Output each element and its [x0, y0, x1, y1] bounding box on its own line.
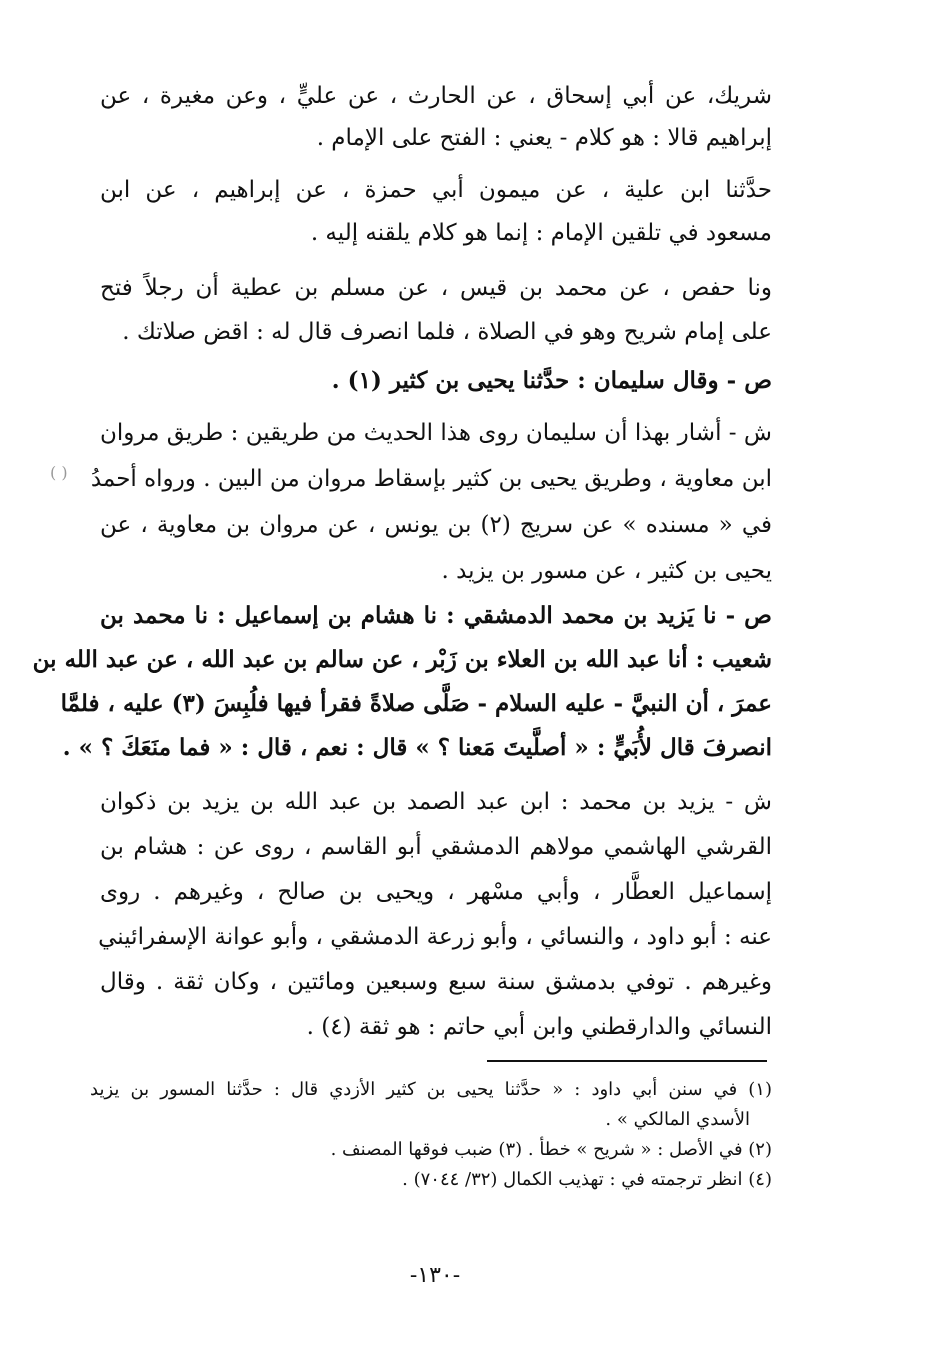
text-line: ونا حفص ، عن محمد بن قيس ، عن مسلم بن عطية أن رجلاً فتح [100, 275, 772, 301]
text-line: النسائي والدارقطني وابن أبي حاتم : هو ثقة (٤) . [306, 1014, 772, 1040]
footnote-line: (١) في سنن أبي داود : « حدَّثنا يحيى بن كثير الأزدي قال : حدَّثنا المسور بن يزيد [90, 1079, 772, 1100]
footnote-line: الأسدي المالكي » . [605, 1109, 750, 1130]
text-line: إسماعيل العطَّار ، وأبي مسْهر ، ويحيى بن صالح ، وغيرهم . روى [100, 879, 772, 905]
text-line: وغيرهم . توفي بدمشق سنة سبع وسبعين ومائتين ، وكان ثقة . وقال [100, 969, 772, 995]
text-line: مسعود في تلقين الإمام : إنما هو كلام يلقنه إليه . [310, 220, 772, 246]
text-line: على إمام شريح وهو في الصلاة ، فلما انصرف قال له : اقض صلاتك . [122, 319, 772, 345]
page-number: -١٣٠- [409, 1263, 461, 1288]
text-line: ش - أشار بهذا أن سليمان روى هذا الحديث من طريقين : طريق مروان [100, 420, 772, 446]
footnote-line: (٢) في الأصل : « شريح » خطأ . (٣) ضبب فوقها المصنف . [330, 1139, 772, 1160]
footnote-separator [487, 1060, 767, 1062]
margin-mark: ( ) [50, 463, 68, 482]
text-line: في « مسنده » عن سريج (٢) بن يونس ، عن مروان بن معاوية ، عن [100, 512, 772, 538]
text-line: يحيى بن كثير ، عن مسور بن يزيد . [441, 558, 772, 584]
text-line: إبراهيم قالا : هو كلام - يعني : الفتح على الإمام . [316, 125, 772, 151]
text-line: ص - وقال سليمان : حدَّثنا يحيى بن كثير (١) . [331, 367, 772, 394]
text-line: حدَّثنا ابن علية ، عن ميمون أبي حمزة ، عن إبراهيم ، عن ابن [100, 177, 772, 203]
text-line: انصرفَ قال لأُبَيٍّ : « أصلَّيتَ مَعنا ؟ » قال : نعم ، قال : « فما منَعَكَ ؟ » . [62, 734, 772, 761]
text-line: عمرَ ، أن النبيَّ - عليه السلام - صَلَّى صلاةً فقرأ فيها فلُبِسَ (٣) عليه ، فلمَّا [60, 690, 772, 717]
text-line: عنه : أبو داود ، والنسائي ، وأبو زرعة الدمشقي ، وأبو عوانة الإسفرائيني [98, 924, 772, 950]
text-line: ص - نا يَزيد بن محمد الدمشقي : نا هشام بن إسماعيل : نا محمد بن [100, 602, 772, 629]
footnote-line: (٤) انظر ترجمته في : تهذيب الكمال (٣٢/ ٧٠٤٤) . [402, 1169, 772, 1190]
text-line: شريك، عن أبي إسحاق ، عن الحارث ، عن عليٍّ ، وعن مغيرة ، عن [100, 83, 772, 109]
text-line: القرشي الهاشمي مولاهم الدمشقي أبو القاسم ، روى عن : هشام بن [100, 834, 772, 860]
text-line: شعيب : أنا عبد الله بن العلاء بن زَبْر ، عن سالم بن عبد الله ، عن عبد الله بن [32, 646, 772, 673]
text-line: ابن معاوية ، وطريق يحيى بن كثير بإسقاط مروان من البين . ورواه أحمدُ [90, 466, 772, 492]
text-line: ش - يزيد بن محمد : ابن عبد الصمد بن عبد الله بن يزيد بن ذكوان [100, 789, 772, 815]
